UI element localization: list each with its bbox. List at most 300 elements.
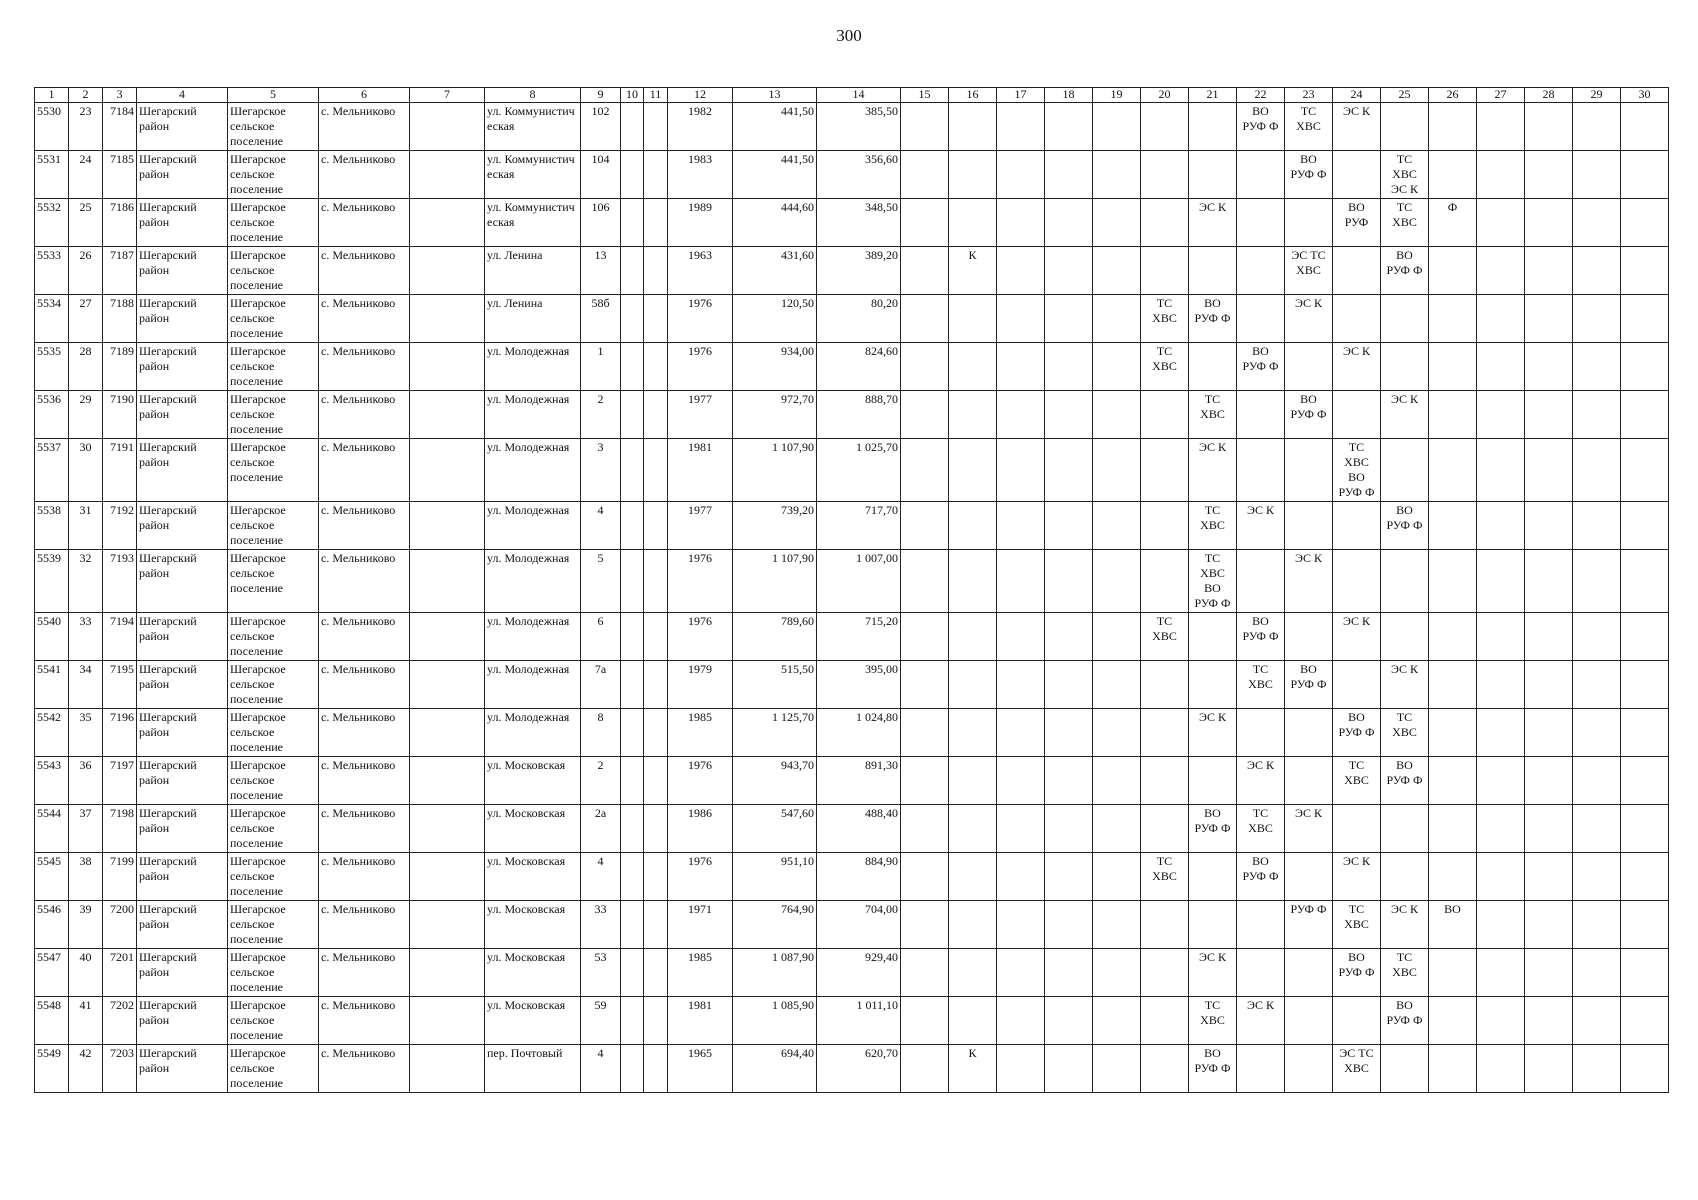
cell-col-30 (1621, 550, 1669, 613)
cell-col-26 (1429, 103, 1477, 151)
cell-col-13: 934,00 (733, 343, 817, 391)
cell-col-7 (410, 661, 485, 709)
cell-col-19 (1093, 1045, 1141, 1093)
cell-col-15 (901, 247, 949, 295)
cell-col-17 (997, 550, 1045, 613)
cell-col-12: 1965 (668, 1045, 733, 1093)
cell-col-10 (621, 1045, 644, 1093)
cell-col-27 (1477, 199, 1525, 247)
cell-col-10 (621, 343, 644, 391)
cell-col-2: 31 (69, 502, 103, 550)
cell-col-10 (621, 901, 644, 949)
cell-col-5: Шегарское сельское поселение (228, 502, 319, 550)
column-header-22: 22 (1237, 88, 1285, 103)
cell-col-14: 891,30 (817, 757, 901, 805)
cell-col-30 (1621, 997, 1669, 1045)
cell-col-7 (410, 439, 485, 502)
column-header-26: 26 (1429, 88, 1477, 103)
cell-col-30 (1621, 613, 1669, 661)
cell-col-9: 2а (581, 805, 621, 853)
cell-col-29 (1573, 295, 1621, 343)
cell-col-6: с. Мельниково (319, 247, 410, 295)
cell-col-18 (1045, 199, 1093, 247)
cell-col-6: с. Мельниково (319, 151, 410, 199)
cell-col-28 (1525, 295, 1573, 343)
cell-col-6: с. Мельниково (319, 502, 410, 550)
cell-col-21 (1189, 613, 1237, 661)
cell-col-13: 1 085,90 (733, 997, 817, 1045)
cell-col-3: 7201 (103, 949, 137, 997)
cell-col-3: 7188 (103, 295, 137, 343)
cell-col-19 (1093, 439, 1141, 502)
cell-col-8: ул. Московская (485, 997, 581, 1045)
cell-col-11 (644, 613, 668, 661)
cell-col-25: ВО РУФ Ф (1381, 502, 1429, 550)
cell-col-24 (1333, 247, 1381, 295)
cell-col-30 (1621, 247, 1669, 295)
cell-col-25 (1381, 1045, 1429, 1093)
cell-col-11 (644, 151, 668, 199)
cell-col-17 (997, 901, 1045, 949)
cell-col-3: 7202 (103, 997, 137, 1045)
column-header-30: 30 (1621, 88, 1669, 103)
cell-col-1: 5546 (35, 901, 69, 949)
cell-col-21: ТС ХВС (1189, 502, 1237, 550)
cell-col-29 (1573, 439, 1621, 502)
cell-col-1: 5532 (35, 199, 69, 247)
cell-col-9: 8 (581, 709, 621, 757)
column-header-21: 21 (1189, 88, 1237, 103)
cell-col-23 (1285, 997, 1333, 1045)
cell-col-14: 488,40 (817, 805, 901, 853)
cell-col-5: Шегарское сельское поселение (228, 997, 319, 1045)
cell-col-11 (644, 1045, 668, 1093)
table-row (35, 502, 1669, 550)
cell-col-10 (621, 247, 644, 295)
cell-col-26 (1429, 709, 1477, 757)
cell-col-17 (997, 805, 1045, 853)
cell-col-5: Шегарское сельское поселение (228, 439, 319, 502)
cell-col-28 (1525, 661, 1573, 709)
cell-col-27 (1477, 853, 1525, 901)
cell-col-10 (621, 550, 644, 613)
cell-col-18 (1045, 295, 1093, 343)
cell-col-4: Шегарский район (137, 997, 228, 1045)
cell-col-19 (1093, 199, 1141, 247)
cell-col-14: 704,00 (817, 901, 901, 949)
cell-col-9: 13 (581, 247, 621, 295)
cell-col-12: 1971 (668, 901, 733, 949)
cell-col-27 (1477, 439, 1525, 502)
cell-col-22: ЭС К (1237, 757, 1285, 805)
cell-col-6: с. Мельниково (319, 709, 410, 757)
cell-col-4: Шегарский район (137, 757, 228, 805)
cell-col-25: ЭС К (1381, 661, 1429, 709)
cell-col-16 (949, 550, 997, 613)
cell-col-9: 53 (581, 949, 621, 997)
cell-col-20 (1141, 151, 1189, 199)
cell-col-21: ЭС К (1189, 949, 1237, 997)
cell-col-7 (410, 151, 485, 199)
cell-col-23: ЭС К (1285, 295, 1333, 343)
cell-col-4: Шегарский район (137, 502, 228, 550)
cell-col-2: 38 (69, 853, 103, 901)
cell-col-11 (644, 949, 668, 997)
cell-col-16 (949, 391, 997, 439)
cell-col-15 (901, 949, 949, 997)
cell-col-17 (997, 199, 1045, 247)
cell-col-10 (621, 199, 644, 247)
cell-col-7 (410, 247, 485, 295)
cell-col-13: 1 107,90 (733, 550, 817, 613)
cell-col-4: Шегарский район (137, 151, 228, 199)
cell-col-15 (901, 391, 949, 439)
cell-col-17 (997, 1045, 1045, 1093)
cell-col-26 (1429, 391, 1477, 439)
cell-col-7 (410, 1045, 485, 1093)
cell-col-18 (1045, 391, 1093, 439)
cell-col-19 (1093, 613, 1141, 661)
cell-col-27 (1477, 805, 1525, 853)
cell-col-25: ВО РУФ Ф (1381, 997, 1429, 1045)
cell-col-4: Шегарский район (137, 1045, 228, 1093)
cell-col-18 (1045, 439, 1093, 502)
cell-col-18 (1045, 901, 1093, 949)
cell-col-13: 764,90 (733, 901, 817, 949)
cell-col-29 (1573, 343, 1621, 391)
cell-col-27 (1477, 502, 1525, 550)
cell-col-16 (949, 295, 997, 343)
cell-col-19 (1093, 550, 1141, 613)
cell-col-6: с. Мельниково (319, 343, 410, 391)
cell-col-3: 7200 (103, 901, 137, 949)
cell-col-6: с. Мельниково (319, 613, 410, 661)
cell-col-22: ВО РУФ Ф (1237, 343, 1285, 391)
cell-col-29 (1573, 502, 1621, 550)
cell-col-22 (1237, 391, 1285, 439)
cell-col-18 (1045, 757, 1093, 805)
cell-col-14: 824,60 (817, 343, 901, 391)
column-header-10: 10 (621, 88, 644, 103)
cell-col-7 (410, 391, 485, 439)
cell-col-3: 7198 (103, 805, 137, 853)
cell-col-11 (644, 295, 668, 343)
cell-col-18 (1045, 103, 1093, 151)
cell-col-29 (1573, 391, 1621, 439)
cell-col-28 (1525, 247, 1573, 295)
cell-col-25 (1381, 103, 1429, 151)
cell-col-19 (1093, 661, 1141, 709)
cell-col-9: 4 (581, 502, 621, 550)
cell-col-21 (1189, 757, 1237, 805)
cell-col-28 (1525, 550, 1573, 613)
cell-col-7 (410, 502, 485, 550)
column-header-27: 27 (1477, 88, 1525, 103)
cell-col-22: ЭС К (1237, 502, 1285, 550)
table-row (35, 901, 1669, 949)
cell-col-11 (644, 550, 668, 613)
cell-col-24 (1333, 391, 1381, 439)
cell-col-26 (1429, 805, 1477, 853)
cell-col-18 (1045, 1045, 1093, 1093)
cell-col-10 (621, 103, 644, 151)
cell-col-22 (1237, 550, 1285, 613)
cell-col-14: 80,20 (817, 295, 901, 343)
cell-col-26 (1429, 439, 1477, 502)
cell-col-17 (997, 343, 1045, 391)
cell-col-10 (621, 997, 644, 1045)
table-row (35, 199, 1669, 247)
cell-col-18 (1045, 502, 1093, 550)
cell-col-7 (410, 805, 485, 853)
cell-col-21 (1189, 103, 1237, 151)
cell-col-16 (949, 901, 997, 949)
cell-col-24 (1333, 151, 1381, 199)
cell-col-10 (621, 391, 644, 439)
cell-col-13: 547,60 (733, 805, 817, 853)
cell-col-15 (901, 997, 949, 1045)
cell-col-21: ТС ХВС ВО РУФ Ф (1189, 550, 1237, 613)
cell-col-2: 36 (69, 757, 103, 805)
cell-col-20 (1141, 439, 1189, 502)
column-header-24: 24 (1333, 88, 1381, 103)
cell-col-27 (1477, 151, 1525, 199)
cell-col-19 (1093, 103, 1141, 151)
cell-col-5: Шегарское сельское поселение (228, 709, 319, 757)
cell-col-7 (410, 853, 485, 901)
cell-col-9: 3 (581, 439, 621, 502)
cell-col-14: 884,90 (817, 853, 901, 901)
cell-col-29 (1573, 997, 1621, 1045)
cell-col-13: 1 125,70 (733, 709, 817, 757)
cell-col-22 (1237, 295, 1285, 343)
cell-col-3: 7192 (103, 502, 137, 550)
cell-col-17 (997, 949, 1045, 997)
cell-col-20 (1141, 103, 1189, 151)
cell-col-2: 41 (69, 997, 103, 1045)
cell-col-3: 7189 (103, 343, 137, 391)
cell-col-13: 120,50 (733, 295, 817, 343)
cell-col-25: ТС ХВС (1381, 709, 1429, 757)
cell-col-29 (1573, 709, 1621, 757)
cell-col-19 (1093, 247, 1141, 295)
cell-col-6: с. Мельниково (319, 997, 410, 1045)
cell-col-25 (1381, 343, 1429, 391)
cell-col-24: ВО РУФ Ф (1333, 949, 1381, 997)
cell-col-25: ТС ХВС (1381, 949, 1429, 997)
cell-col-4: Шегарский район (137, 199, 228, 247)
cell-col-23: ЭС ТС ХВС (1285, 247, 1333, 295)
cell-col-2: 35 (69, 709, 103, 757)
cell-col-9: 6 (581, 613, 621, 661)
cell-col-18 (1045, 247, 1093, 295)
cell-col-23 (1285, 502, 1333, 550)
cell-col-30 (1621, 295, 1669, 343)
cell-col-2: 42 (69, 1045, 103, 1093)
cell-col-18 (1045, 997, 1093, 1045)
cell-col-4: Шегарский район (137, 901, 228, 949)
column-header-9: 9 (581, 88, 621, 103)
cell-col-30 (1621, 103, 1669, 151)
cell-col-22: ВО РУФ Ф (1237, 103, 1285, 151)
cell-col-6: с. Мельниково (319, 757, 410, 805)
cell-col-27 (1477, 997, 1525, 1045)
cell-col-1: 5536 (35, 391, 69, 439)
cell-col-12: 1976 (668, 757, 733, 805)
cell-col-9: 102 (581, 103, 621, 151)
cell-col-5: Шегарское сельское поселение (228, 1045, 319, 1093)
cell-col-29 (1573, 661, 1621, 709)
table-row (35, 757, 1669, 805)
cell-col-24 (1333, 805, 1381, 853)
cell-col-13: 951,10 (733, 853, 817, 901)
cell-col-10 (621, 757, 644, 805)
cell-col-15 (901, 709, 949, 757)
cell-col-23: ЭС К (1285, 805, 1333, 853)
column-header-18: 18 (1045, 88, 1093, 103)
cell-col-23 (1285, 853, 1333, 901)
table-row (35, 103, 1669, 151)
cell-col-14: 348,50 (817, 199, 901, 247)
cell-col-9: 2 (581, 391, 621, 439)
cell-col-4: Шегарский район (137, 613, 228, 661)
cell-col-15 (901, 439, 949, 502)
cell-col-21 (1189, 151, 1237, 199)
cell-col-11 (644, 853, 668, 901)
cell-col-2: 40 (69, 949, 103, 997)
cell-col-3: 7185 (103, 151, 137, 199)
cell-col-12: 1985 (668, 949, 733, 997)
cell-col-26 (1429, 661, 1477, 709)
cell-col-12: 1977 (668, 502, 733, 550)
cell-col-10 (621, 502, 644, 550)
cell-col-24: ЭС К (1333, 343, 1381, 391)
cell-col-21 (1189, 853, 1237, 901)
cell-col-6: с. Мельниково (319, 853, 410, 901)
cell-col-23: ЭС К (1285, 550, 1333, 613)
cell-col-16 (949, 757, 997, 805)
cell-col-22: ТС ХВС (1237, 661, 1285, 709)
cell-col-7 (410, 295, 485, 343)
cell-col-4: Шегарский район (137, 103, 228, 151)
cell-col-15 (901, 613, 949, 661)
cell-col-15 (901, 103, 949, 151)
cell-col-28 (1525, 949, 1573, 997)
cell-col-14: 395,00 (817, 661, 901, 709)
column-header-5: 5 (228, 88, 319, 103)
cell-col-5: Шегарское сельское поселение (228, 199, 319, 247)
cell-col-19 (1093, 295, 1141, 343)
cell-col-30 (1621, 709, 1669, 757)
cell-col-28 (1525, 439, 1573, 502)
cell-col-5: Шегарское сельское поселение (228, 391, 319, 439)
cell-col-14: 717,70 (817, 502, 901, 550)
cell-col-28 (1525, 805, 1573, 853)
cell-col-26: ВО (1429, 901, 1477, 949)
cell-col-15 (901, 853, 949, 901)
cell-col-19 (1093, 901, 1141, 949)
table-row (35, 661, 1669, 709)
table-row (35, 853, 1669, 901)
cell-col-25 (1381, 805, 1429, 853)
cell-col-20: ТС ХВС (1141, 343, 1189, 391)
cell-col-29 (1573, 949, 1621, 997)
cell-col-22: ЭС К (1237, 997, 1285, 1045)
cell-col-1: 5541 (35, 661, 69, 709)
cell-col-17 (997, 613, 1045, 661)
cell-col-28 (1525, 103, 1573, 151)
cell-col-20: ТС ХВС (1141, 295, 1189, 343)
cell-col-8: ул. Молодежная (485, 709, 581, 757)
cell-col-5: Шегарское сельское поселение (228, 613, 319, 661)
cell-col-12: 1976 (668, 613, 733, 661)
cell-col-8: ул. Московская (485, 901, 581, 949)
cell-col-9: 58б (581, 295, 621, 343)
table-row (35, 997, 1669, 1045)
cell-col-22 (1237, 439, 1285, 502)
cell-col-28 (1525, 757, 1573, 805)
column-header-28: 28 (1525, 88, 1573, 103)
cell-col-30 (1621, 1045, 1669, 1093)
cell-col-6: с. Мельниково (319, 1045, 410, 1093)
cell-col-1: 5535 (35, 343, 69, 391)
table-row (35, 949, 1669, 997)
cell-col-20 (1141, 550, 1189, 613)
cell-col-22 (1237, 709, 1285, 757)
cell-col-7 (410, 343, 485, 391)
column-header-25: 25 (1381, 88, 1429, 103)
cell-col-16 (949, 343, 997, 391)
cell-col-8: ул. Молодежная (485, 391, 581, 439)
cell-col-28 (1525, 853, 1573, 901)
cell-col-14: 385,50 (817, 103, 901, 151)
cell-col-19 (1093, 151, 1141, 199)
cell-col-16: К (949, 247, 997, 295)
cell-col-2: 24 (69, 151, 103, 199)
cell-col-17 (997, 295, 1045, 343)
cell-col-25: ТС ХВС (1381, 199, 1429, 247)
cell-col-14: 1 011,10 (817, 997, 901, 1045)
cell-col-3: 7186 (103, 199, 137, 247)
cell-col-13: 943,70 (733, 757, 817, 805)
cell-col-20 (1141, 805, 1189, 853)
cell-col-5: Шегарское сельское поселение (228, 151, 319, 199)
column-header-12: 12 (668, 88, 733, 103)
cell-col-6: с. Мельниково (319, 439, 410, 502)
cell-col-8: пер. Почтовый (485, 1045, 581, 1093)
cell-col-12: 1981 (668, 439, 733, 502)
cell-col-29 (1573, 1045, 1621, 1093)
cell-col-13: 431,60 (733, 247, 817, 295)
cell-col-3: 7196 (103, 709, 137, 757)
column-header-29: 29 (1573, 88, 1621, 103)
cell-col-18 (1045, 949, 1093, 997)
cell-col-28 (1525, 151, 1573, 199)
cell-col-6: с. Мельниково (319, 295, 410, 343)
cell-col-24 (1333, 295, 1381, 343)
cell-col-29 (1573, 247, 1621, 295)
cell-col-26 (1429, 1045, 1477, 1093)
cell-col-9: 7а (581, 661, 621, 709)
cell-col-19 (1093, 805, 1141, 853)
cell-col-15 (901, 757, 949, 805)
cell-col-1: 5545 (35, 853, 69, 901)
cell-col-29 (1573, 613, 1621, 661)
cell-col-15 (901, 661, 949, 709)
cell-col-9: 33 (581, 901, 621, 949)
cell-col-24: ЭС ТС ХВС (1333, 1045, 1381, 1093)
cell-col-14: 1 024,80 (817, 709, 901, 757)
